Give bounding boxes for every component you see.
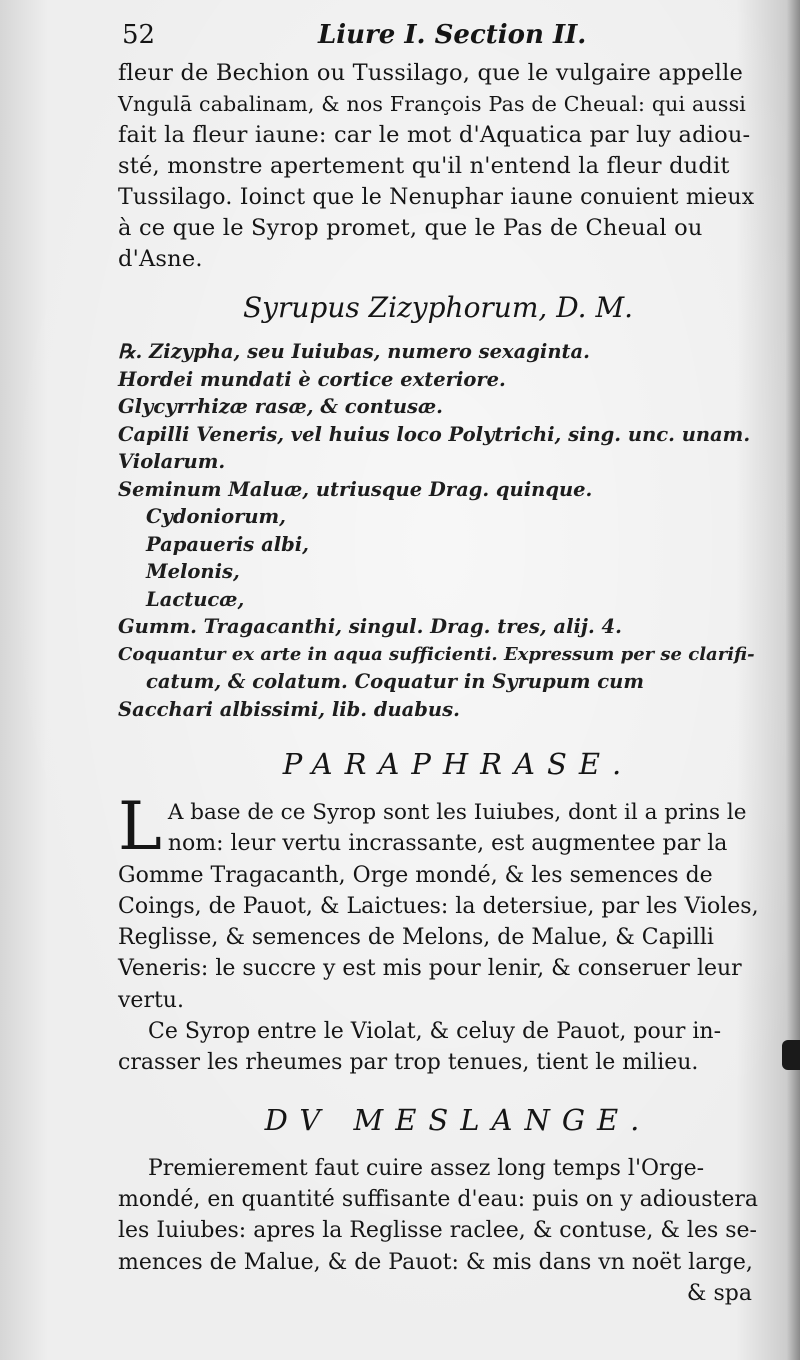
intro-line: à ce que le Syrop promet, que le Pas de Cheual ou: [118, 215, 703, 241]
meslange-line: mences de Malue, & de Pauot: & mis dans vn noët large,: [118, 1249, 753, 1275]
paraphrase-line: A base de ce Syrop sont les Iuiubes, dont il a prins le: [167, 800, 747, 825]
paraphrase-line: Coings, de Pauot, & Laictues: la detersiue, par les Violes,: [118, 893, 759, 919]
paraphrase-line: Gomme Tragacanth, Orge mondé, & les semences de: [118, 862, 713, 888]
page-header: [118, 18, 758, 58]
page-tab-mark: [782, 1040, 800, 1070]
paraphrase-line: crasser les rheumes par trop tenues, tient le milieu.: [118, 1050, 699, 1076]
recipe-line: Seminum Maluæ, utriusque Drag. quinque.: [118, 477, 593, 501]
intro-paragraph: [118, 58, 758, 275]
recipe-title: Syrupus Zizyphorum, D. M.: [242, 291, 634, 324]
paraphrase-line: vertu.: [118, 987, 184, 1013]
catchword: & spa: [686, 1280, 752, 1306]
recipe-line: Violarum.: [118, 450, 226, 473]
recipe-line: catum, & colatum. Coquatur in Syrupum cum: [146, 670, 644, 693]
recipe-line: Gumm. Tragacanthi, singul. Drag. tres, alij. 4.: [118, 615, 622, 638]
paraphrase-line: Ce Syrop entre le Violat, & celuy de Pauot, pour in-: [148, 1019, 722, 1045]
meslange-line: Premierement faut cuire assez long temps l'Orge-: [148, 1155, 705, 1181]
recipe-line: Lactucæ,: [146, 587, 245, 611]
recipe-line: Cydoniorum,: [146, 505, 286, 528]
page-edge-shadow: [786, 0, 800, 1360]
paraphrase-line: Reglisse, & semences de Melons, de Malue, & Capilli: [118, 925, 714, 951]
meslange-line: mondé, en quantité suffisante d'eau: puis on y adioustera: [118, 1186, 759, 1212]
recipe-line: Glycyrrhizæ rasæ, & contusæ.: [118, 395, 443, 418]
paraphrase-line: nom: leur vertu incrassante, est augmentee par la: [167, 831, 728, 857]
meslange-heading: DV MESLANGE.: [264, 1102, 652, 1137]
recipe-line: Coquantur ex arte in aqua sufficienti. Expressum per se clarifi-: [118, 643, 755, 665]
paraphrase-line: Veneris: le succre y est mis pour lenir, & conseruer leur: [118, 956, 742, 982]
meslange-paragraph: [118, 1153, 758, 1278]
recipe-line: Papaueris albi,: [146, 532, 309, 556]
drop-cap: L: [118, 788, 162, 865]
recipe-line: Melonis,: [146, 560, 240, 583]
intro-line: Tussilago. Ioinct que le Nenuphar iaune conuient mieux: [118, 185, 755, 210]
intro-line: sté, monstre apertement qu'il n'entend la fleur dudit: [118, 153, 730, 179]
running-head: Liure I. Section II.: [318, 20, 587, 50]
page-text-block: [118, 18, 758, 1309]
recipe-line: Hordei mundati è cortice exteriore.: [118, 367, 506, 391]
intro-line: d'Asne.: [118, 246, 203, 272]
paraphrase-paragraph: [118, 788, 759, 1079]
page-number: 52: [122, 20, 156, 50]
meslange-line: les Iuiubes: apres la Reglisse raclee, & contuse, & les se-: [118, 1218, 757, 1244]
recipe-list: [118, 338, 758, 723]
intro-line: fleur de Bechion ou Tussilago, que le vulgaire appelle: [118, 60, 743, 86]
paraphrase-heading: PARAPHRASE.: [282, 747, 634, 781]
intro-line: fait la fleur iaune: car le mot d'Aquatica par luy adiou-: [118, 122, 751, 148]
recipe-line: ℞. Zizypha, seu Iuiubas, numero sexaginta.: [118, 340, 590, 363]
intro-line: Vngulā cabalinam, & nos François Pas de Cheual: qui aussi: [118, 92, 747, 116]
recipe-line: Sacchari albissimi, lib. duabus.: [118, 697, 460, 721]
recipe-line: Capilli Veneris, vel huius loco Polytrichi, sing. unc. unam.: [118, 422, 751, 446]
